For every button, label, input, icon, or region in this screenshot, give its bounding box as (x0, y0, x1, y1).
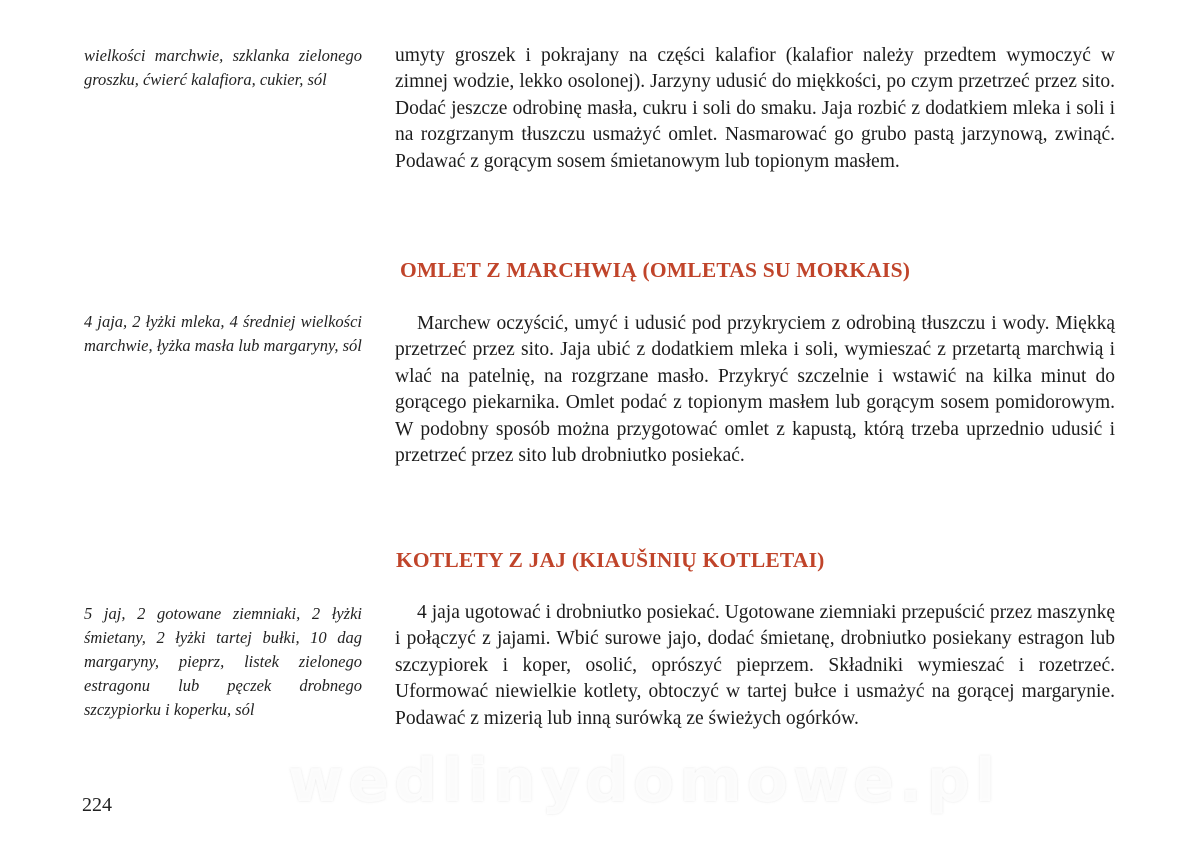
watermark: wedlinydomowe.pl (288, 746, 1001, 816)
ingredients-list-continued: wielkości marchwie, szklanka zielonego groszku, ćwierć kalafiora, cukier, sól (84, 46, 362, 89)
recipe-instructions-omlet-z-marchwia: Marchew oczyścić, umyć i udusić pod przykryciem z odrobiną tłuszczu i wody. Miękką przetrzeć przez sito. Jaja ubić z dodatkiem mleka i soli, wymieszać z przetartą marchwią i wlać na patelnię, na rozgrzane masło. Przykryć szczelnie i wstawić na kilka minut do gorącego piekarnika. Omlet podać z topionym masłem lub gorącym sosem pomidorowym. W podobny sposób można przygotować omlet z kapustą, którą trzeba uprzednio udusić i przetrzeć przez sito lub drobniutko posiekać. (395, 313, 1115, 467)
recipe-instructions-kotlety-z-jaj: 4 jaja ugotować i drobniutko posiekać. Ugotowane ziemniaki przepuścić przez maszynkę i połączyć z jajami. Wbić surowe jajo, dodać śmietanę, drobniutko posiekany estragon lub szczypiorek i koper, osolić, oprószyć pieprzem. Składniki wymieszać i rozetrzeć. Uformować niewielkie kotlety, obtoczyć w tartej bułce i usmażyć na gorącej margarynie. Podawać z mizerią lub inną surówką ze świeżych ogórków. (395, 602, 1115, 729)
ingredients-list-kotlety-z-jaj: 5 jaj, 2 gotowane ziemniaki, 2 łyżki śmietany, 2 łyżki tartej bułki, 10 dag margaryny, pieprz, listek zielonego estragonu lub pęczek drobnego szczypiorku i koperku, sól (84, 604, 362, 719)
ingredients-list-omlet-z-marchwia: 4 jaja, 2 łyżki mleka, 4 średniej wielkości marchwie, łyżka masła lub margaryny, sól (84, 312, 362, 355)
page-number: 224 (82, 794, 112, 816)
recipe-instructions-continued: umyty groszek i pokrajany na części kalafior (kalafior należy przedtem wymoczyć w zimnej wodzie, lekko osolonej). Jarzyny udusić do miękkości, po czym przetrzeć przez sito. Dodać jeszcze odrobinę masła, cukru i soli do smaku. Jaja rozbić z dodatkiem mleka i soli i na rozgrzanym tłuszczu usmażyć omlet. Nasmarować go grubo pastą jarzynową, zwinąć. Podawać z gorącym sosem śmietanowym lub topionym masłem. (395, 45, 1115, 172)
recipe-title-omlet-z-marchwia: OMLET Z MARCHWIĄ (OMLETAS SU MORKAIS) (400, 258, 911, 282)
recipe-title-kotlety-z-jaj: KOTLETY Z JAJ (KIAUŠINIŲ KOTLETAI) (396, 548, 825, 572)
